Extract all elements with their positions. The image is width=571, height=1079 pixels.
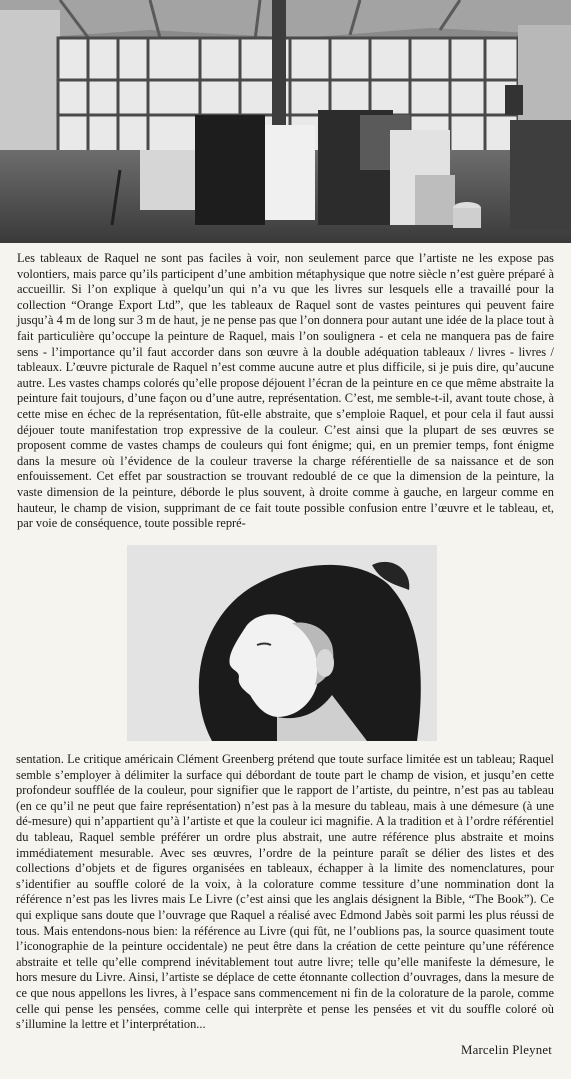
article-paragraph-1: Les tableaux de Raquel ne sont pas faciles à voir, non seulement parce que l’artiste ne les expose pas volontiers, mais parce qu’ils participent d’une ambition métaphysique que notre siècle n’est guère préparé à accueillir. Si l’on explique à quelqu’un qui n’a vu que les livres sur lesquels elle a travaillé pour la collection “Orange Export Ltd”, que les tableaux de Raquel sont de vastes peintures qui peuvent faire jusqu’à 4 m de long sur 3 m de haut, je ne pense pas que l’on donnera pour autant une idée de la place tout à fait particulière qu’occupe la peinture de Raquel, mais l’on soulignera - et cela ne manquera pas de faire sens - l’importance qu’il faut accorder dans son œuvre à la double adéquation tableaux / livres - livres / tableaux. L’œuvre picturale de Raquel n’est comme aucune autre et plus difficile, si je puis dire, qu’aucune autre. Les vastes champs colorés qu’elle propose déjouent l’écran de la peinture en ce que même abstraite la peinture fait toujours, d’une façon ou d’une autre, représentation. C’est, me semble-t-il, avant toute chose, à cette mise en échec de la représentation, fût-elle abstraite, que s’emploie Raquel, et pour cela il faut aussi déjouer toute manifestation trop expressive de la couleur. C’est ainsi que la plupart de ses œuvres se proposent comme de vastes champs de couleurs qui font énigme; qui, en un premier temps, font énigme dans la mesure où l’évidence de la couleur traverse la charge référentielle de sa naissance et de son enfouissement. Cet effet par soustraction se trouvant redoublé de ce que la dimension de la peinture, la vaste dimension de la peinture, déborde le plus souvent, à droite comme à gauche, en largeur comme en hauteur, le champ de vision, supprimant de ce fait toute possible confusion entre l’œuvre et le tableau, et, par voie de conséquence, toute possible repré- <box>17 251 554 531</box>
portrait-photo <box>127 545 437 741</box>
studio-photo <box>0 0 571 243</box>
author-signature: Marcelin Pleynet <box>461 1043 552 1057</box>
article-paragraph-2: sentation. Le critique américain Clément Greenberg prétend que toute surface limitée est un tableau; Raquel semble s’employer à délimiter la surface qui débordant de toute part le champ de vision, et jusqu’en cette profondeur soufflée de la couleur, pour signifier que le rapport de l’artiste, du peintre, n’est pas au tableau (en ce qu’il ne peut que faire représentation) n’est pas à la mesure du tableau, mais à une démesure (à une dé-mesure) qui n’appartient qu’à l’artiste et que la couleur ici magnifie. A la tradition et à l’ordre référentiel du tableau, Raquel semble préférer un ordre plus abstrait, une autre référence plus abstraite et moins immédiatement mesurable. Avec ses œuvres, l’ordre de la peinture paraît se délier des listes et des collections d’objets et de figures organisées en tableaux, échapper à la limite des nomenclatures, pour s’identifier au souffle coloré de la voix, à la colorature comme tessiture d’une nommination dont la référence n’est pas les livres mais Le Livre (c’est ainsi que les anglais désignent la Bible, “The Book”). Ce qui explique sans doute que l’ouvrage que Raquel a réalisé avec Edmond Jabès soit parmi les plus réussi de tous. Mais entendons-nous bien: la référence au Livre (qui fût, ne l’oublions pas, la source quasiment toute l’iconographie de la peinture occidentale) ne peut être dans la création de cette peinture qu’une référence abstraite et telle qu’elle comprend inévitablement tout autre livre; telle qu’elle manifeste la démesure, le hors mesure du Livre. Ainsi, l’artiste se déplace de cette étonnante collection d’ouvrages, dans la mesure de ce que nous appellons les livres, à l’espace sans commencement ni fin de la colorature de la parole, comme celle qui pense les pensées, comme celle qui interprète et pense les pensées et vit du souffle coloré où s’illumine la lettre et l’interprétation... <box>16 752 554 1032</box>
